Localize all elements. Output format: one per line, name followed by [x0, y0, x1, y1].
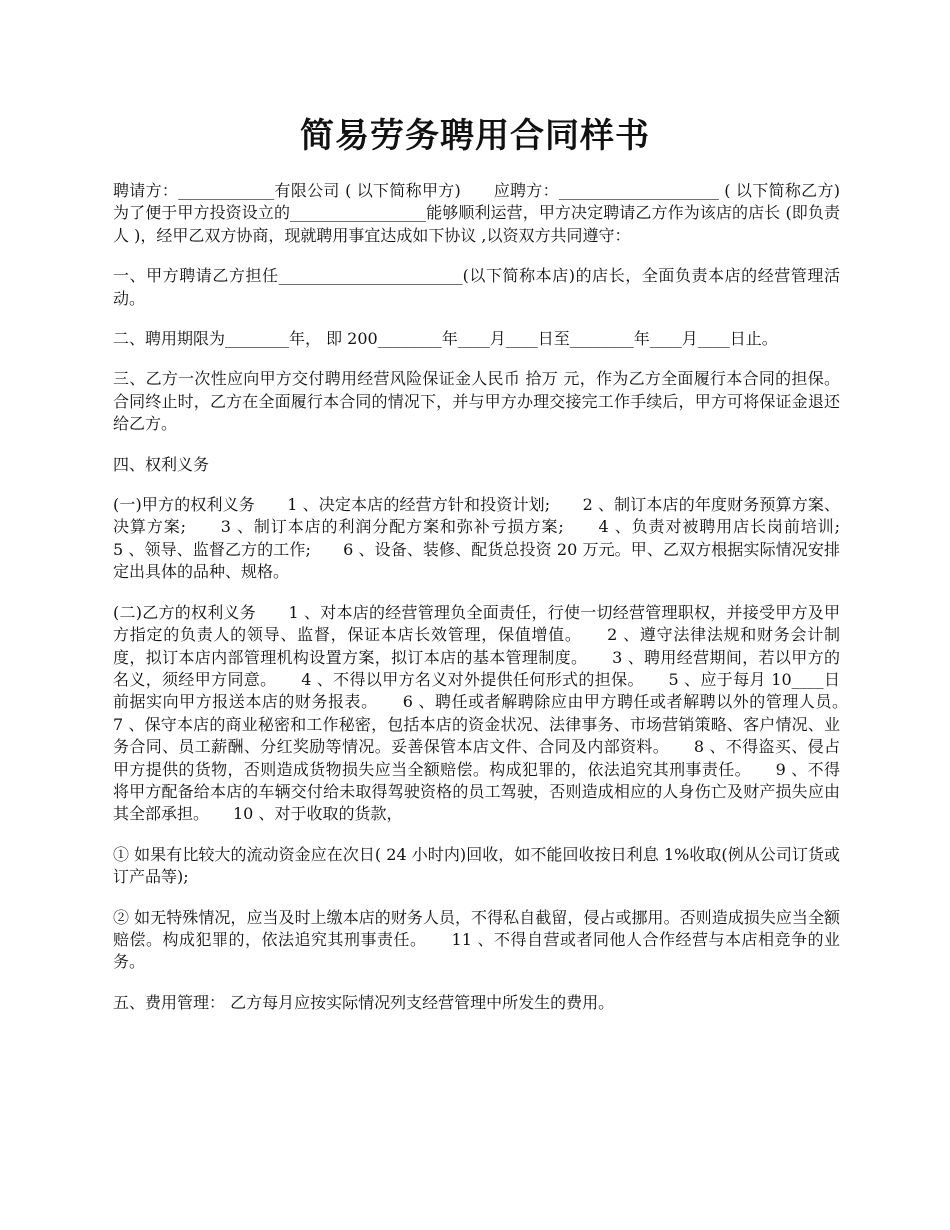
clause-4-party-b-duties: (二)乙方的权利义务 1 、对本店的经营管理负全面责任，行使一切经营管理职权，并接受甲方及甲方指定的负责人的领导、监督，保证本店长效管理，保值增值。 2 、遵守法律法规和财务会计制度，拟订本店内部管理机构设置方案，拟订本店的基本管理制度。 3 、聘用经营期间，若以甲方的名义，须经甲方同意。 4 、不得以甲方名义对外提供任何形式的担保。 5 、应于每月 10____日前据实向甲方报送本店的财务报表。 6 、聘任或者解聘除应由甲方聘任或者解聘以外的管理人员。 7 、保守本店的商业秘密和工作秘密，包括本店的资金状况、法律事务、市场营销策略、客户情况、业务合同、员工薪酬、分红奖励等情况。妥善保管本店文件、合同及内部资料。 8 、不得盗买、侵占甲方提供的货物，否则造成货物损失应当全额赔偿。构成犯罪的，依法追究其刑事责任。 9 、不得将甲方配备给本店的车辆交付给未取得驾驶资格的员工驾驶，否则造成相应的人身伤亡及财产损失应由其全部承担。 10 、对于收取的货款，	[113, 602, 873, 824]
payment-item-1: ① 如果有比较大的流动资金应在次日( 24 小时内)回收，如不能回收按日利息 1%收取(例从公司订货或订产品等);	[113, 844, 840, 887]
preamble-paragraph: 聘请方：____________有限公司 ( 以下简称甲方) 应聘方：____________________ ( 以下简称乙方) 为了便于甲方投资设立的_________________能够顺利运营，甲方决定聘请乙方作为该店的店长 (即负责人 )，经甲乙双方协商，现就聘用事宜达成如下协议 ,以资双方共同遵守：	[113, 181, 873, 245]
document-body	[113, 180, 873, 1032]
clause-5-expenses: 五、费用管理： 乙方每月应按实际情况列支经营管理中所发生的费用。	[113, 992, 615, 1012]
clause-2-term: 二、聘用期限为________年， 即 200________年____月____日至________年____月____日止。	[113, 329, 778, 349]
payment-item-2: ② 如无特殊情况，应当及时上缴本店的财务人员，不得私自截留，侵占或挪用。否则造成损失应当全额赔偿。构成犯罪的，依法追究其刑事责任。 11 、不得自营或者同他人合作经营与本店相竞争的业务。	[113, 907, 840, 972]
clause-4-party-a-duties: (一)甲方的权利义务 1 、决定本店的经营方针和投资计划; 2 、制订本店的年度财务预算方案、决算方案; 3 、制订本店的利润分配方案和弥补亏损方案; 4 、负责对被聘用店长岗前培训; 5 、领导、监督乙方的工作; 6 、设备、装修、配货总投资 20 万元。甲、乙双方根据实际情况安排定出具体的品种、规格。	[113, 495, 873, 582]
document-title: 简易劳务聘用合同样书	[300, 116, 650, 156]
clause-4-heading: 四、权利义务	[113, 454, 210, 474]
clause-1-position: 一、甲方聘请乙方担任_______________________(以下简称本店)的店长，全面负责本店的经营管理活动。	[113, 266, 840, 308]
clause-3-deposit: 三、乙方一次性应向甲方交付聘用经营风险保证金人民币 拾万 元，作为乙方全面履行本合同的担保。合同终止时，乙方在全面履行本合同的情况下，并与甲方办理交接完工作手续后，甲方可将保证金退还给乙方。	[113, 369, 840, 434]
